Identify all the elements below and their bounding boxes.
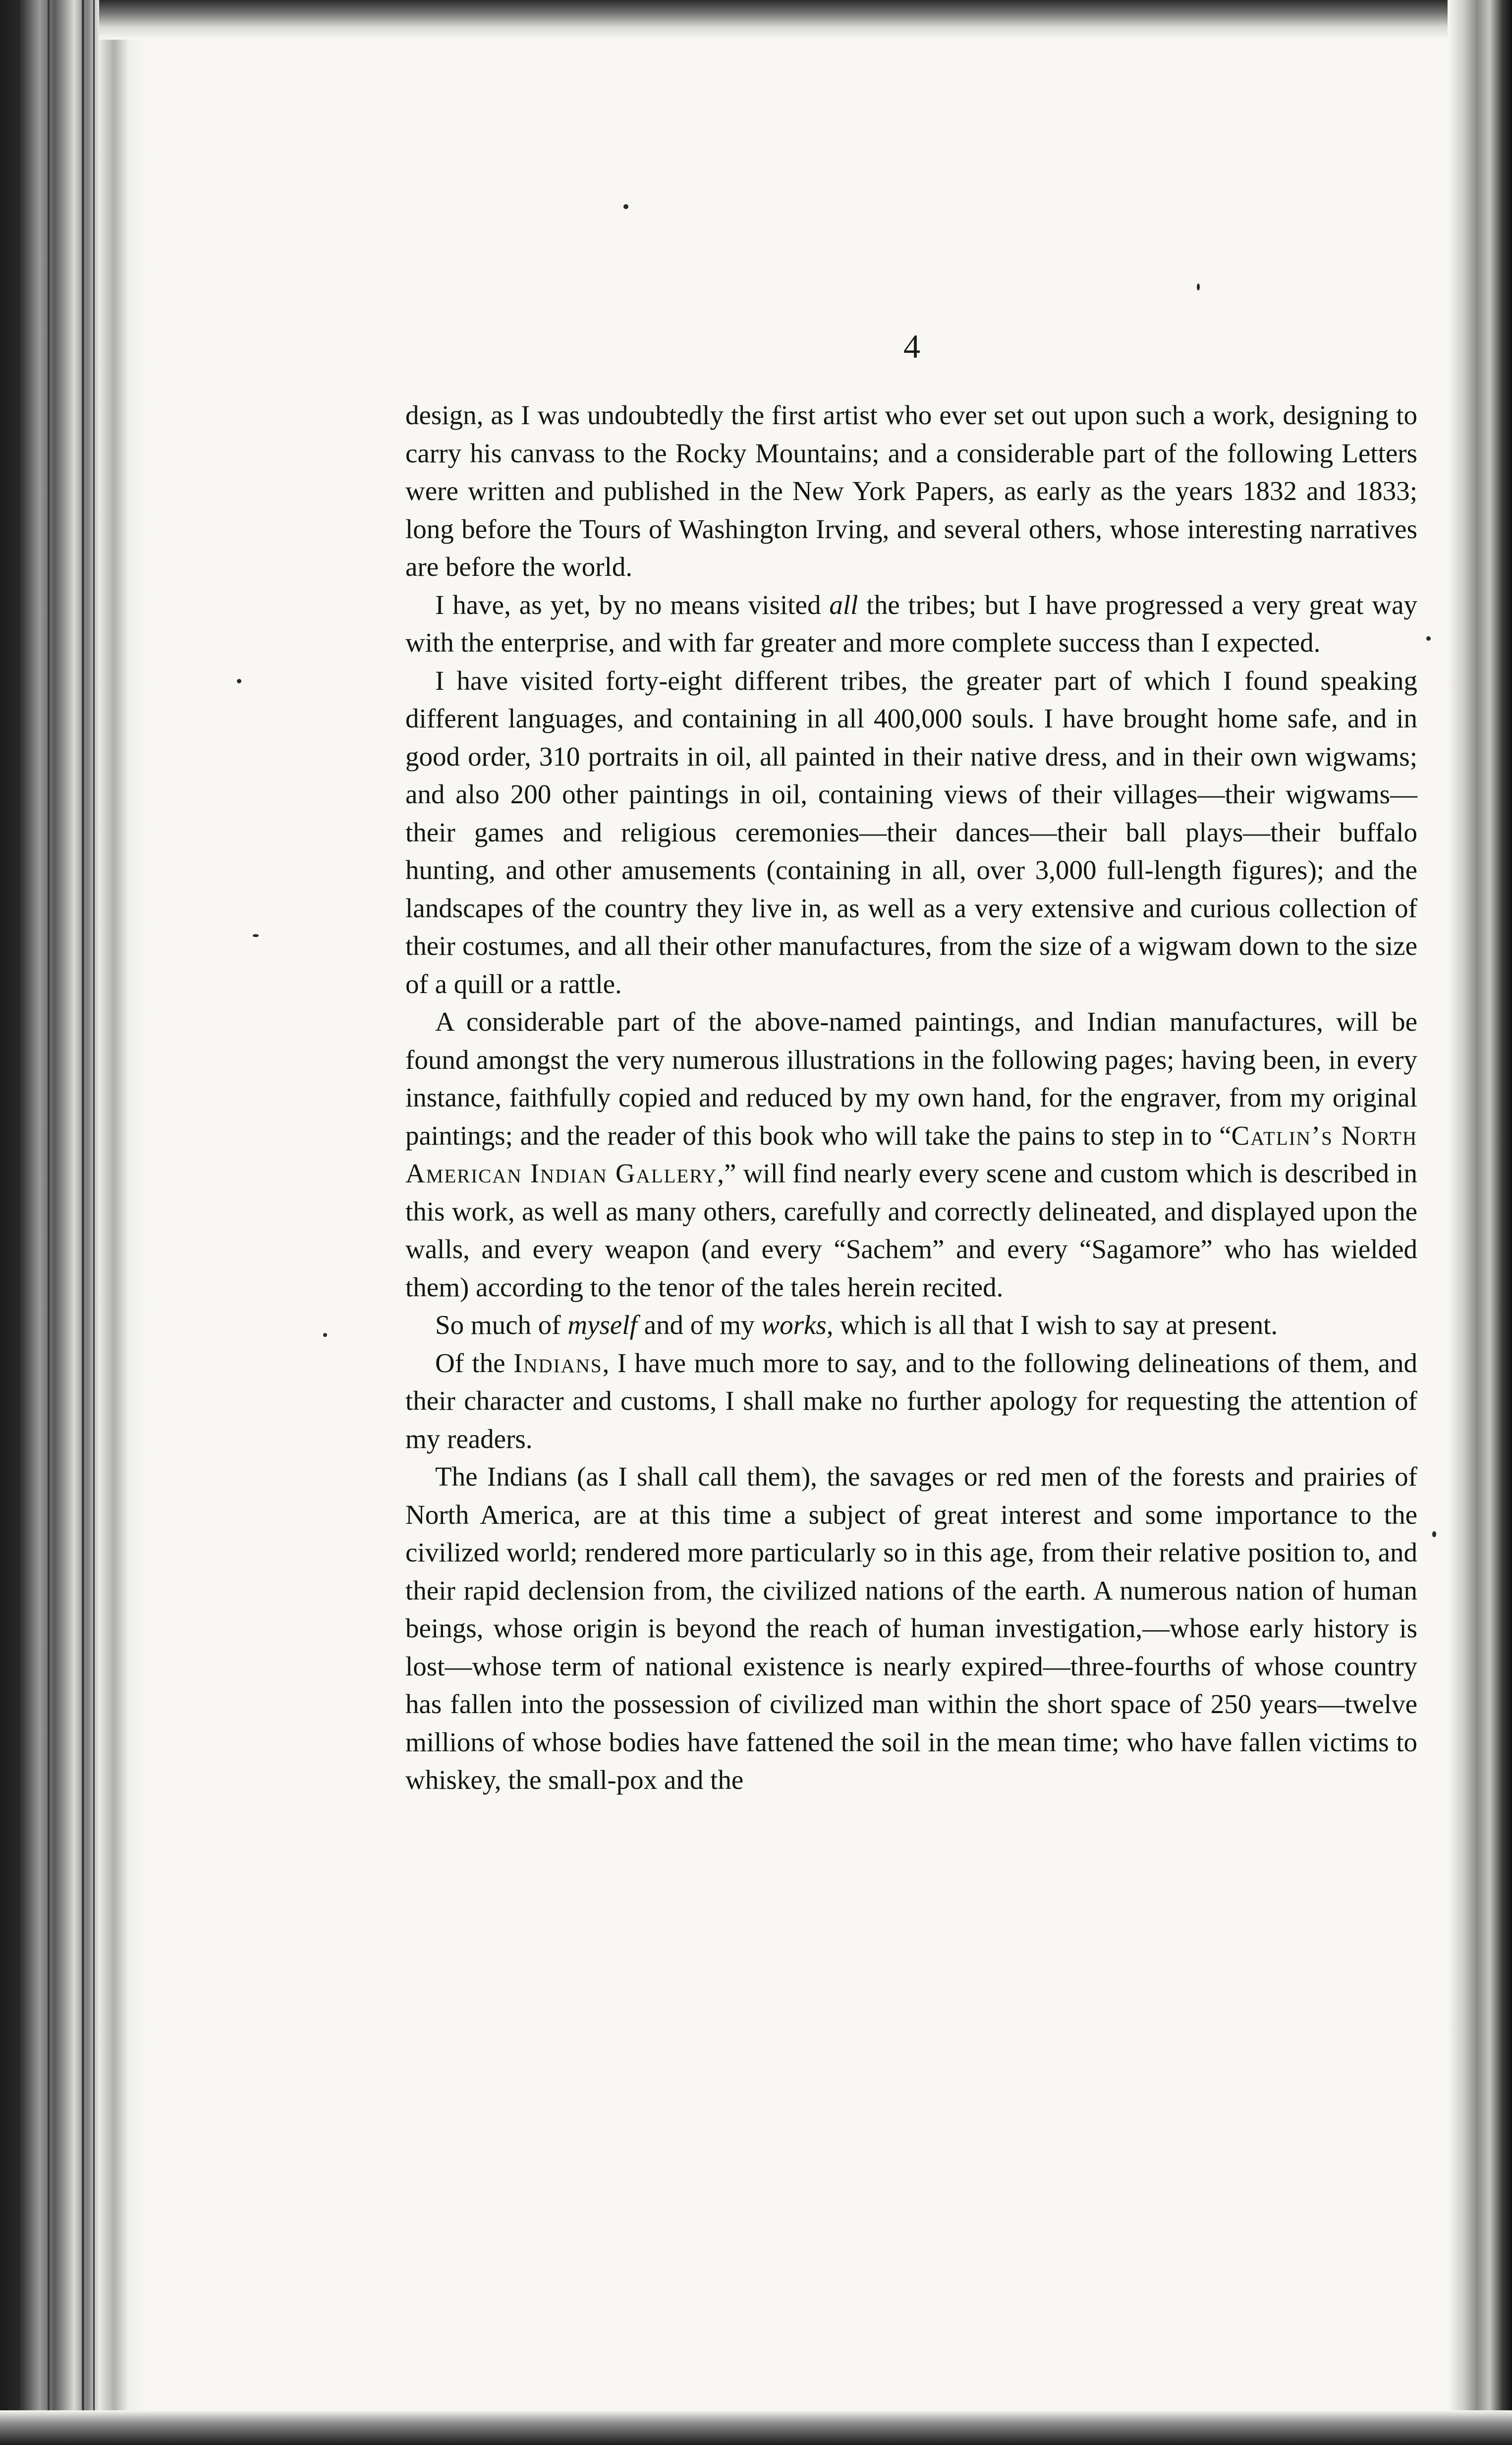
- gutter-line: [93, 0, 95, 2445]
- paragraph: [405, 1306, 1417, 1344]
- paragraph-text: A considerable part of the above-named paintings, and Indian manufactures, will be found amongst the very numerous illustrations in the following pages; having been, in every instance, faithfully copied and reduced by my own hand, for the engraver, from my original paintings; and the reader of this book who will take the pains to step in to “: [405, 1006, 1417, 1151]
- paragraph-text: the tribes; but I have progressed a very great way with the enterprise, and with far greater and more complete success than I expected.: [405, 589, 1417, 658]
- body-text: [405, 396, 1417, 1799]
- ink-speck: [253, 934, 259, 937]
- paragraph: [405, 1458, 1417, 1799]
- bottom-scan-edge: [0, 2410, 1512, 2445]
- ink-speck: [323, 1333, 327, 1337]
- paragraph-text: I have visited forty-eight different tribes, the greater part of which I found speaking different languages, and containing in all 400,000 souls. I have brought home safe, and in good order, 310 portraits in oil, all painted in their native dress, and in their own wigwams; and also 200 other paintings in oil, containing views of their villages—their wigwams—their games and religious ceremonies—their dances—their ball plays—their buffalo hunting, and other amusements (containing in all, over 3,000 full-length figures); and the landscapes of the country they live in, as well as a very extensive and curious collection of their costumes, and all their other manufactures, from the size of a wigwam down to the size of a quill or a rattle.: [405, 665, 1417, 999]
- ink-speck: [1197, 283, 1200, 290]
- paragraph-text: , I have much more to say, and to the following delineations of them, and their character and customs, I shall make no further apology for requesting the attention of my readers.: [405, 1347, 1417, 1454]
- paragraph-text: The Indians (as I shall call them), the savages or red men of the forests and prairies of North America, are at this time a subject of great interest and some importance to the civilized world; rendered more particularly so in this age, from their relative position to, and their rapid declension from, the civilized nations of the earth. A numerous nation of human beings, whose origin is beyond the reach of human investigation,—whose early history is lost—whose term of national existence is nearly expired—three-fourths of whose country has fallen into the possession of civilized man within the short space of 250 years—twelve millions of whose bodies have fattened the soil in the mean time; who have fallen victims to whiskey, the small-pox and the: [405, 1461, 1417, 1795]
- gutter-line: [48, 0, 50, 2445]
- ink-speck: [237, 679, 241, 683]
- paragraph-text: Of the: [435, 1347, 513, 1378]
- top-scan-edge: [99, 0, 1487, 40]
- paragraph: [405, 1003, 1417, 1306]
- paragraph-text: I have, as yet, by no means visited: [435, 589, 830, 620]
- paragraph-text: design, as I was undoubtedly the first artist who ever set out upon such a work, designing to carry his canvass to the Rocky Mountains; and a considerable part of the following Letters were written and published in the New York Papers, as early as the years 1832 and 1833; long before the Tours of Washington Irving, and several others, whose interesting narratives are before the world.: [405, 400, 1417, 582]
- italic-text: myself: [567, 1310, 637, 1340]
- gutter-line: [21, 0, 24, 2445]
- right-scan-edge: [1448, 0, 1512, 2445]
- paragraph: [405, 662, 1417, 1003]
- paragraph: [405, 1344, 1417, 1458]
- gutter-line: [82, 0, 84, 2445]
- paragraph-text: and of my: [637, 1310, 762, 1340]
- small-caps-text: Indians: [513, 1347, 603, 1378]
- paragraph-text: , which is all that I wish to say at present.: [826, 1310, 1278, 1340]
- paragraph-text: So much of: [435, 1310, 568, 1340]
- italic-text: all: [829, 589, 858, 620]
- small-caps-text: Catlin’s North American Indian Gallery: [405, 1120, 1417, 1188]
- paragraph: [405, 396, 1417, 586]
- ink-speck: [623, 204, 628, 209]
- ink-speck: [1432, 1531, 1436, 1537]
- page-number: 4: [903, 328, 920, 365]
- paragraph: [405, 586, 1417, 662]
- ink-speck: [1426, 636, 1431, 641]
- italic-text: works: [761, 1310, 827, 1340]
- paragraph-text: ,” will find nearly every scene and custom which is described in this work, as well as many others, carefully and correctly delineated, and displayed upon the walls, and every weapon (and every “Sachem” and every “Sagamore” who has wielded them) according to the tenor of the tales herein recited.: [405, 1158, 1417, 1302]
